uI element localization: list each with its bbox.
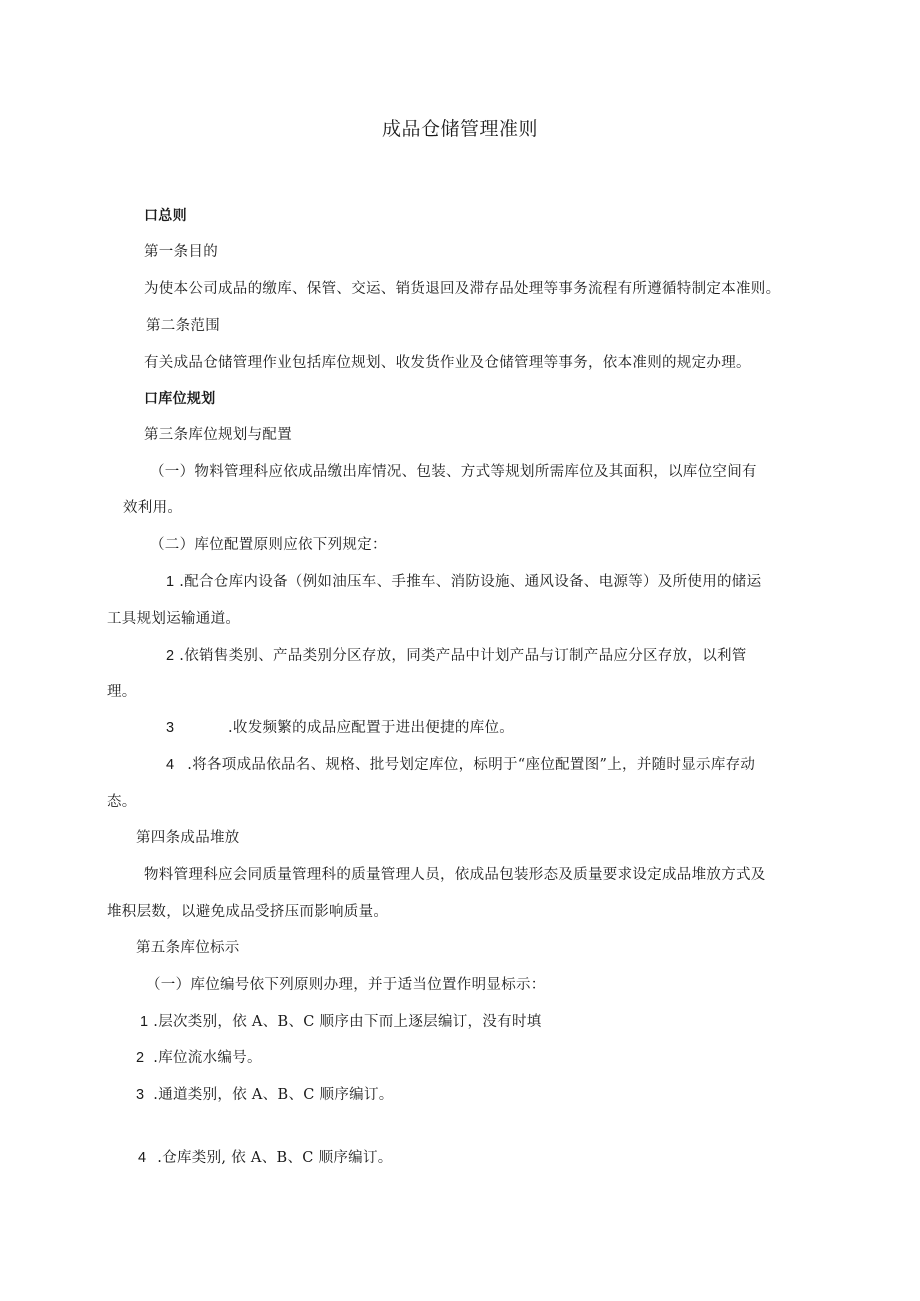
list-item-text: .库位流水编号。 (153, 1050, 262, 1066)
article-3-paragraph-2: （二）库位配置原则应依下列规定： (150, 537, 387, 553)
section-heading-general: 口总则 (144, 208, 187, 224)
article-3-paragraph-1-line-1: （一）物料管理科应依成品缴出库情况、包装、方式等规划所需库位及其面积，以库位空间有 (150, 464, 757, 480)
list-item-text: .将各项成品依品名、规格、批号划定库位，标明于“座位配置图”上，并随时显示库存动 (187, 757, 756, 773)
list-item-text: .配合仓库内设备（例如油压车、手推车、消防设施、通风设备、电源等）及所使用的储运 (179, 574, 762, 590)
list-item-continuation: 理。 (107, 684, 137, 700)
list-item-number: 3 (166, 720, 175, 736)
article-3-title: 第三条库位规划与配置 (144, 427, 292, 443)
article-1-title: 第一条目的 (144, 244, 218, 260)
list-item (138, 1148, 393, 1168)
article-1-body: 为使本公司成品的缴库、保管、交运、销货退回及滞存品处理等事务流程有所遵循特制定本准则。 (144, 281, 781, 297)
list-item-number: 1 (140, 1014, 149, 1030)
list-item-text: .层次类别，依 A、B、C 顺序由下而上逐层编订，没有时填 (153, 1014, 542, 1030)
list-item-text: .仓库类别, 依 A、B、C 顺序编订。 (157, 1150, 393, 1166)
list-item (166, 755, 755, 775)
list-item (136, 1048, 262, 1068)
section-heading-planning: 口库位规划 (144, 391, 216, 407)
list-item-number: 2 (136, 1050, 145, 1066)
page-title: 成品仓储管理准则 (381, 118, 538, 140)
article-2-title: 第二条范围 (146, 318, 220, 334)
article-4-body-line-2: 堆积层数，以避免成品受挤压而影响质量。 (107, 904, 389, 920)
list-item (140, 1012, 542, 1032)
article-2-body: 有关成品仓储管理作业包括库位规划、收发货作业及仓储管理等事务，依本准则的规定办理。 (144, 355, 751, 371)
article-4-title: 第四条成品堆放 (136, 830, 240, 846)
article-5-title: 第五条库位标示 (136, 940, 240, 956)
list-item-number: 2 (166, 648, 175, 664)
list-item-number: 3 (136, 1087, 145, 1103)
list-item-text: .通道类别，依 A、B、C 顺序编订。 (153, 1087, 394, 1103)
list-item-number: 4 (138, 1150, 147, 1166)
list-item (166, 646, 747, 666)
list-item-number (166, 718, 174, 738)
list-item-number: 4 (166, 757, 175, 773)
list-item-number: 1 (166, 574, 175, 590)
list-item-text: .依销售类别、产品类别分区存放，同类产品中计划产品与订制产品应分区存放，以利管 (179, 648, 747, 664)
article-3-paragraph-1-line-2: 效利用。 (123, 500, 183, 516)
list-item-continuation: 工具规划运输通道。 (107, 611, 241, 627)
list-item (136, 1085, 394, 1105)
article-4-body-line-1: 物料管理科应会同质量管理科的质量管理人员，依成品包装形态及质量要求设定成品堆放方式及 (144, 867, 766, 883)
article-5-paragraph-1: （一）库位编号依下列原则办理，并于适当位置作明显标示： (146, 977, 546, 993)
list-item-text: .收发频繁的成品应配置于进出便捷的库位。 (228, 720, 515, 736)
list-item-continuation: 态。 (107, 794, 137, 810)
list-item (166, 572, 761, 592)
